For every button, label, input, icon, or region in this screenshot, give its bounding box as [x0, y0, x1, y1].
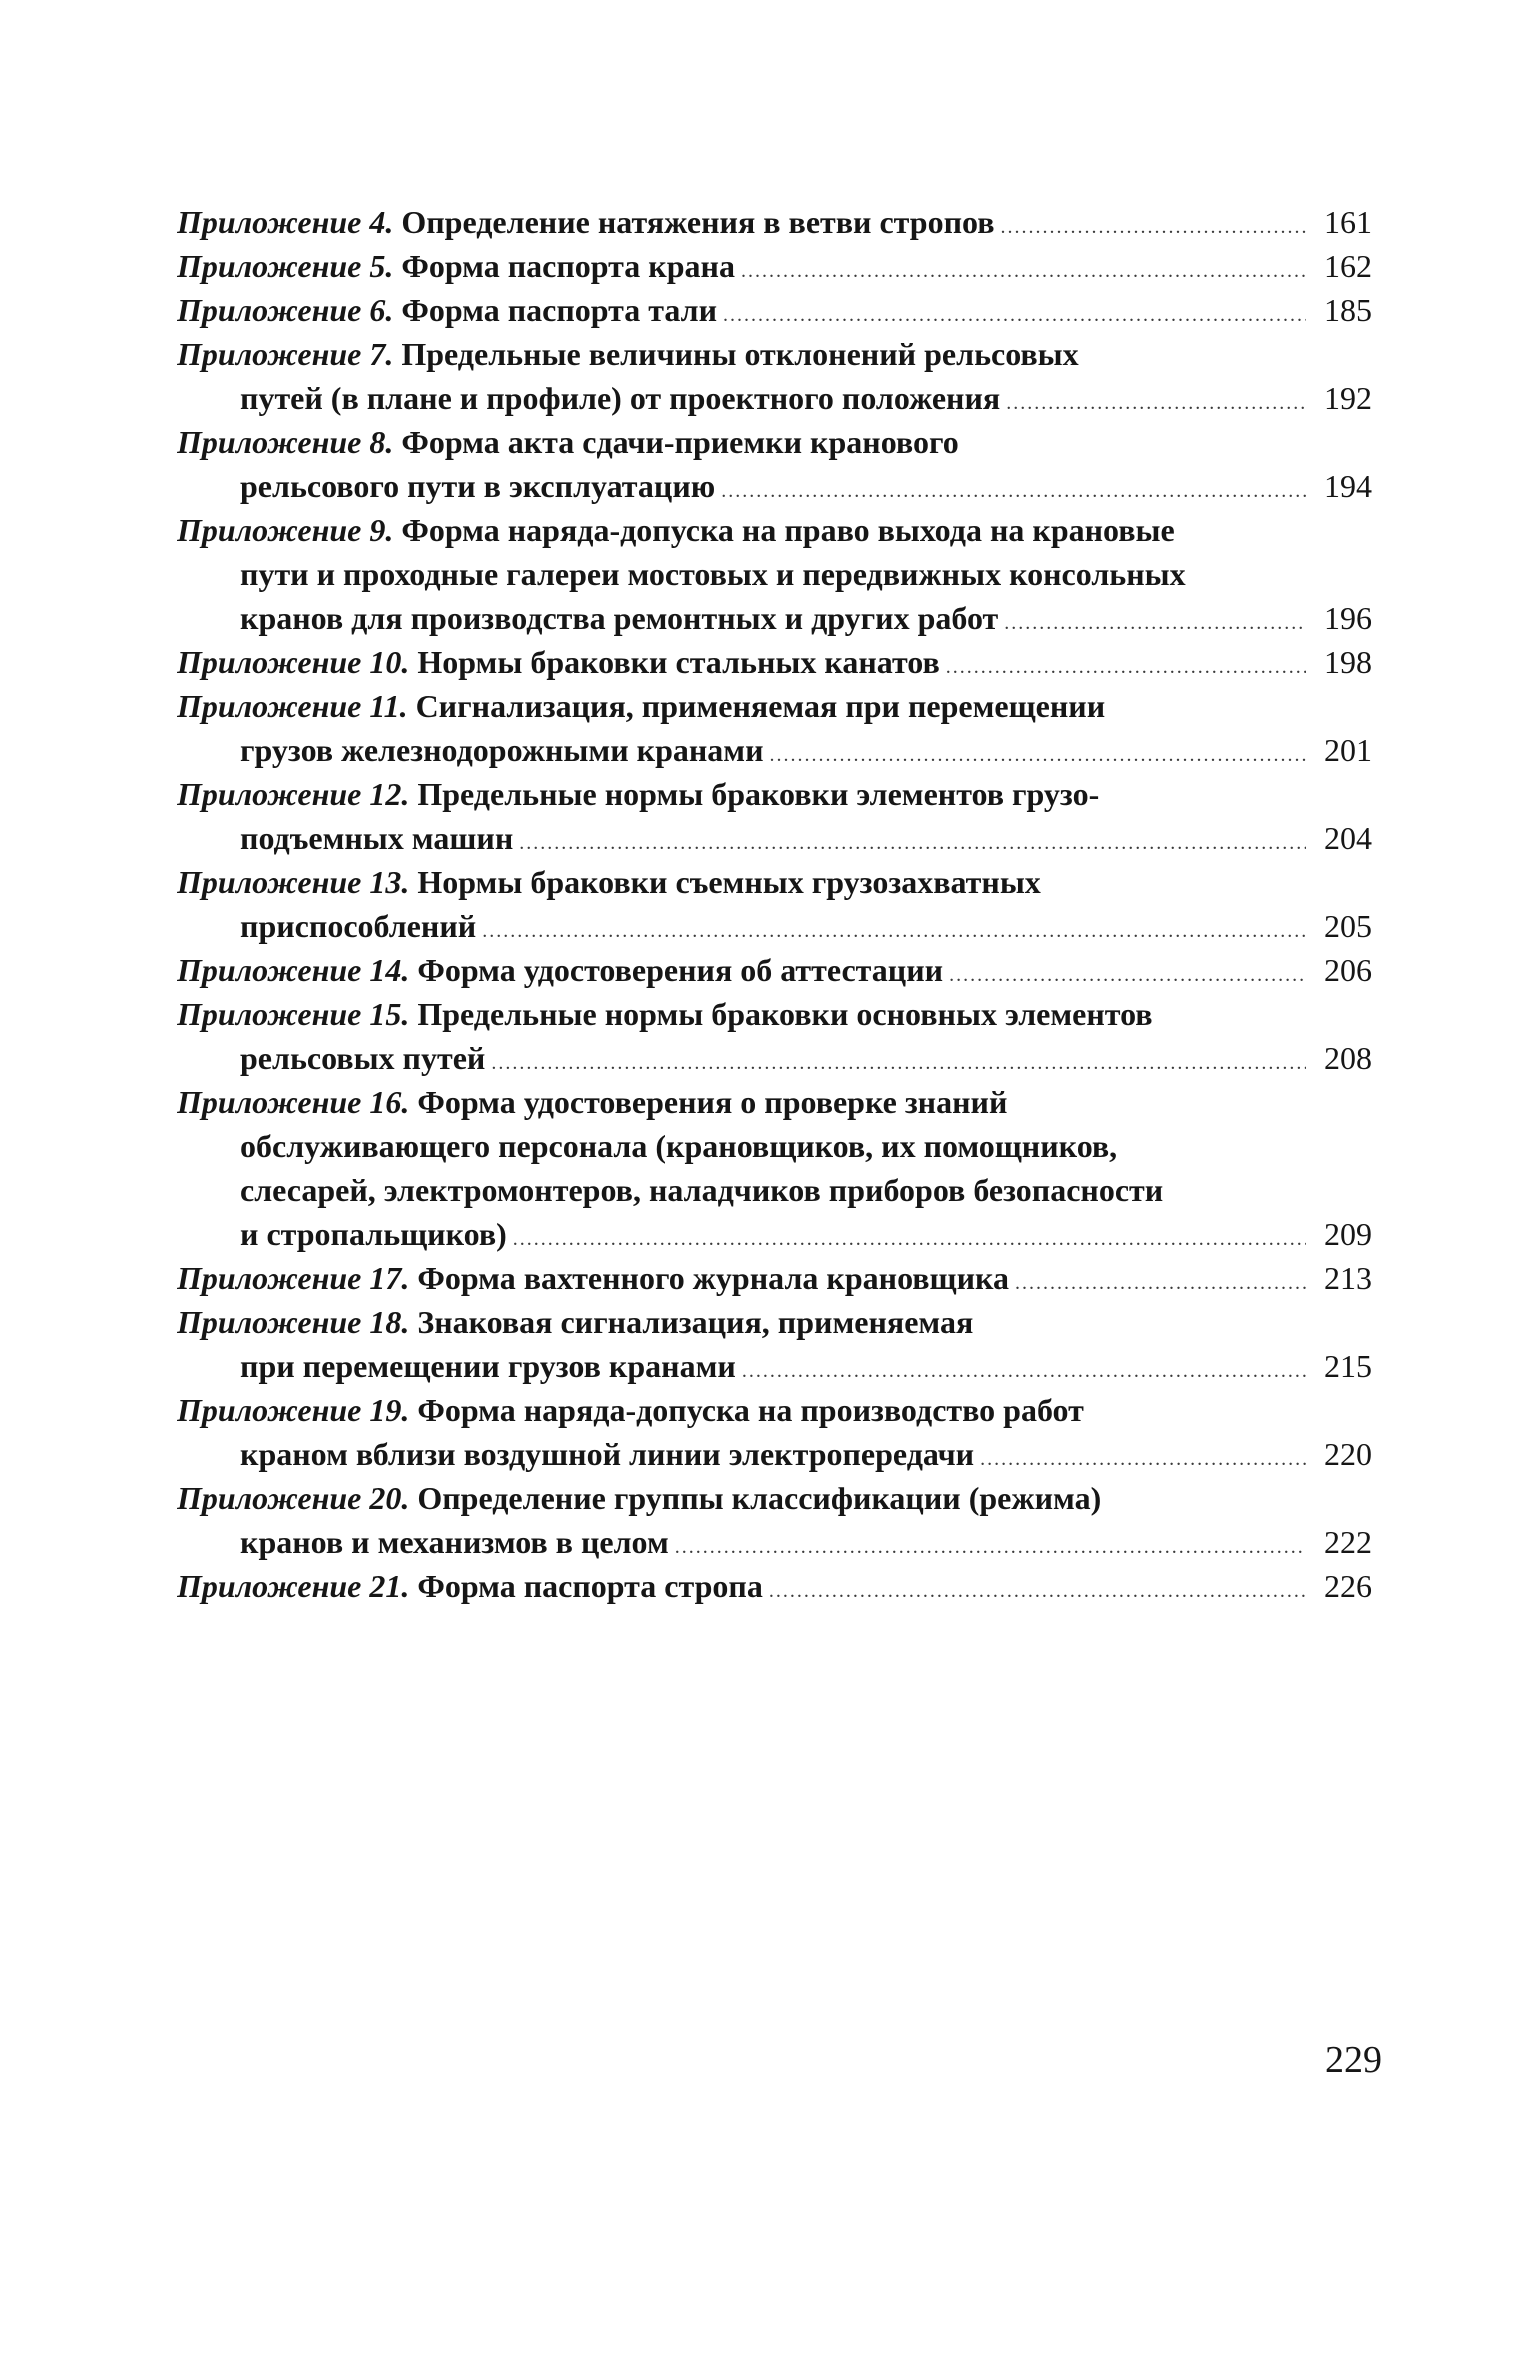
toc-entry-title: рельсового пути в эксплуатацию [240, 468, 716, 504]
toc-line [177, 816, 1372, 860]
toc-entry-text [177, 1480, 1101, 1516]
dot-leader [949, 953, 1306, 992]
dot-leader [491, 1041, 1306, 1080]
toc-line [177, 1168, 1372, 1212]
toc-page-number: 162 [1324, 248, 1372, 284]
toc-entry-title: подъемных машин [240, 820, 514, 856]
toc-line [177, 1388, 1372, 1432]
toc-entry-title: Форма удостоверения о проверке знаний [417, 1084, 1008, 1120]
dot-leader [675, 1525, 1306, 1564]
toc-line [177, 1300, 1372, 1344]
toc-entry-text [240, 1432, 974, 1476]
toc-line [177, 376, 1372, 420]
toc-line [177, 1080, 1372, 1124]
appendix-label: Приложение 7. [177, 336, 394, 372]
appendix-label: Приложение 17. [177, 1260, 410, 1296]
toc-entry-text [240, 728, 764, 772]
toc-entry [177, 1476, 1372, 1564]
toc-entry-text [240, 376, 1000, 420]
toc-line [177, 948, 1372, 992]
toc-entry-text [240, 1128, 1117, 1164]
toc-entry [177, 1080, 1372, 1256]
toc-line [177, 1344, 1372, 1388]
toc-page-number: 209 [1324, 1216, 1372, 1252]
toc-entry-text [177, 948, 943, 992]
toc-entry-text [240, 1172, 1163, 1208]
toc-entry-title: Знаковая сигнализация, применяемая [417, 1304, 974, 1340]
appendix-label: Приложение 6. [177, 292, 394, 328]
table-of-contents [177, 200, 1372, 1608]
toc-entry-title: грузов железнодорожными кранами [240, 732, 764, 768]
toc-entry [177, 772, 1372, 860]
toc-entry-title: Форма акта сдачи-приемки кранового [401, 424, 959, 460]
toc-entry-title: приспособлений [240, 908, 477, 944]
toc-page-number: 226 [1324, 1568, 1372, 1604]
toc-entry [177, 200, 1372, 244]
appendix-label: Приложение 8. [177, 424, 394, 460]
toc-line [177, 904, 1372, 948]
appendix-label: Приложение 9. [177, 512, 394, 548]
toc-entry-text [240, 1212, 507, 1256]
toc-entry-title: Форма паспорта крана [401, 248, 735, 284]
toc-entry-text [177, 1256, 1009, 1300]
dot-leader [721, 469, 1306, 508]
dot-leader [1004, 601, 1306, 640]
dot-leader [770, 733, 1306, 772]
toc-line [177, 1036, 1372, 1080]
toc-page-number: 205 [1324, 908, 1372, 944]
toc-line [177, 772, 1372, 816]
dot-leader [519, 821, 1306, 860]
toc-line [177, 464, 1372, 508]
appendix-label: Приложение 19. [177, 1392, 410, 1428]
toc-entry [177, 1256, 1372, 1300]
appendix-label: Приложение 20. [177, 1480, 410, 1516]
toc-entry-text [240, 556, 1186, 592]
toc-entry-title: пути и проходные галереи мостовых и передвижных консольных [240, 556, 1186, 592]
appendix-label: Приложение 21. [177, 1568, 410, 1604]
toc-entry [177, 1300, 1372, 1388]
toc-page-number: 192 [1324, 380, 1372, 416]
toc-entry-text [177, 1304, 973, 1340]
toc-line [177, 860, 1372, 904]
toc-entry-title: Определение группы классификации (режима) [417, 1480, 1102, 1516]
toc-line [177, 728, 1372, 772]
appendix-label: Приложение 11. [177, 688, 408, 724]
toc-page-number: 220 [1324, 1436, 1372, 1472]
toc-entry-title: Предельные нормы браковки элементов грузо- [417, 776, 1100, 812]
toc-entry-title: Форма вахтенного журнала крановщика [417, 1260, 1009, 1296]
toc-line [177, 640, 1372, 684]
toc-entry-title: Предельные величины отклонений рельсовых [401, 336, 1079, 372]
toc-entry-text [177, 1084, 1007, 1120]
appendix-label: Приложение 10. [177, 644, 410, 680]
dot-leader [482, 909, 1306, 948]
toc-line [177, 992, 1372, 1036]
dot-leader [1015, 1261, 1306, 1300]
toc-line [177, 200, 1372, 244]
toc-entry-text [177, 640, 940, 684]
toc-page-number: 213 [1324, 1260, 1372, 1296]
toc-line [177, 552, 1372, 596]
toc-entry-title: Форма удостоверения об аттестации [417, 952, 944, 988]
toc-entry-text [240, 904, 476, 948]
toc-line [177, 1476, 1372, 1520]
toc-entry-title: Форма паспорта тали [401, 292, 718, 328]
toc-entry [177, 332, 1372, 420]
appendix-label: Приложение 15. [177, 996, 410, 1032]
toc-entry-title: путей (в плане и профиле) от проектного положения [240, 380, 1001, 416]
toc-entry-text [177, 200, 994, 244]
toc-entry-text [177, 288, 717, 332]
toc-entry-text [177, 336, 1079, 372]
toc-page-number: 161 [1324, 204, 1372, 240]
toc-entry-text [177, 996, 1153, 1032]
toc-entry-title: кранов для производства ремонтных и других работ [240, 600, 999, 636]
toc-entry-title: кранов и механизмов в целом [240, 1524, 669, 1560]
toc-page-number: 201 [1324, 732, 1372, 768]
appendix-label: Приложение 18. [177, 1304, 410, 1340]
dot-leader [980, 1437, 1306, 1476]
toc-entry-title: Нормы браковки стальных канатов [417, 644, 940, 680]
toc-entry-text [177, 688, 1105, 724]
toc-entry-text [240, 1036, 485, 1080]
toc-entry-title: при перемещении грузов кранами [240, 1348, 736, 1384]
toc-entry-text [177, 512, 1175, 548]
toc-line [177, 1564, 1372, 1608]
toc-page-number: 194 [1324, 468, 1372, 504]
toc-entry [177, 948, 1372, 992]
dot-leader [742, 1349, 1306, 1388]
toc-line [177, 508, 1372, 552]
appendix-label: Приложение 13. [177, 864, 410, 900]
toc-entry-title: Форма наряда-допуска на производство работ [417, 1392, 1084, 1428]
toc-entry-text [177, 1392, 1084, 1428]
toc-entry-text [240, 1520, 669, 1564]
toc-line [177, 1520, 1372, 1564]
page-number: 229 [1325, 2039, 1382, 2081]
toc-line [177, 684, 1372, 728]
toc-page-number: 204 [1324, 820, 1372, 856]
toc-entry [177, 508, 1372, 640]
appendix-label: Приложение 4. [177, 204, 394, 240]
toc-entry [177, 1564, 1372, 1608]
toc-page-number: 196 [1324, 600, 1372, 636]
toc-page-number: 185 [1324, 292, 1372, 328]
toc-line [177, 420, 1372, 464]
toc-page-number: 198 [1324, 644, 1372, 680]
toc-line [177, 1212, 1372, 1256]
toc-entry-title: и стропальщиков) [240, 1216, 507, 1252]
toc-page-number: 206 [1324, 952, 1372, 988]
toc-line [177, 288, 1372, 332]
toc-entry-title: Форма наряда-допуска на право выхода на крановые [401, 512, 1175, 548]
dot-leader [741, 249, 1306, 288]
toc-entry-text [240, 464, 715, 508]
toc-entry-text [177, 776, 1099, 812]
dot-leader [1006, 381, 1306, 420]
toc-line [177, 596, 1372, 640]
dot-leader [1000, 205, 1306, 244]
toc-entry [177, 1388, 1372, 1476]
toc-page-number: 215 [1324, 1348, 1372, 1384]
toc-entry [177, 860, 1372, 948]
toc-entry [177, 244, 1372, 288]
toc-entry-text [240, 596, 998, 640]
toc-entry-text [177, 424, 959, 460]
toc-entry-title: краном вблизи воздушной линии электропередачи [240, 1436, 975, 1472]
dot-leader [946, 645, 1306, 684]
toc-entry [177, 992, 1372, 1080]
toc-line [177, 332, 1372, 376]
toc-entry [177, 684, 1372, 772]
dot-leader [769, 1569, 1306, 1608]
toc-entry-text [240, 816, 513, 860]
appendix-label: Приложение 14. [177, 952, 410, 988]
appendix-label: Приложение 5. [177, 248, 394, 284]
toc-line [177, 1432, 1372, 1476]
toc-entry-title: слесарей, электромонтеров, наладчиков приборов безопасности [240, 1172, 1164, 1208]
toc-page-number: 208 [1324, 1040, 1372, 1076]
dot-leader [513, 1217, 1306, 1256]
toc-entry [177, 420, 1372, 508]
toc-entry-text [240, 1344, 736, 1388]
toc-entry-title: обслуживающего персонала (крановщиков, их помощников, [240, 1128, 1118, 1164]
appendix-label: Приложение 12. [177, 776, 410, 812]
dot-leader [723, 293, 1306, 332]
toc-line [177, 244, 1372, 288]
toc-entry-title: Форма паспорта стропа [417, 1568, 763, 1604]
toc-entry-text [177, 244, 735, 288]
toc-entry [177, 640, 1372, 684]
toc-entry [177, 288, 1372, 332]
toc-entry-text [177, 1564, 763, 1608]
toc-page-number: 222 [1324, 1524, 1372, 1560]
toc-entry-title: Сигнализация, применяемая при перемещении [415, 688, 1106, 724]
appendix-label: Приложение 16. [177, 1084, 410, 1120]
toc-entry-title: рельсовых путей [240, 1040, 486, 1076]
toc-line [177, 1256, 1372, 1300]
toc-entry-title: Определение натяжения в ветви стропов [401, 204, 995, 240]
toc-entry-title: Предельные нормы браковки основных элементов [417, 996, 1153, 1032]
toc-entry-title: Нормы браковки съемных грузозахватных [417, 864, 1041, 900]
toc-line [177, 1124, 1372, 1168]
toc-entry-text [177, 864, 1041, 900]
